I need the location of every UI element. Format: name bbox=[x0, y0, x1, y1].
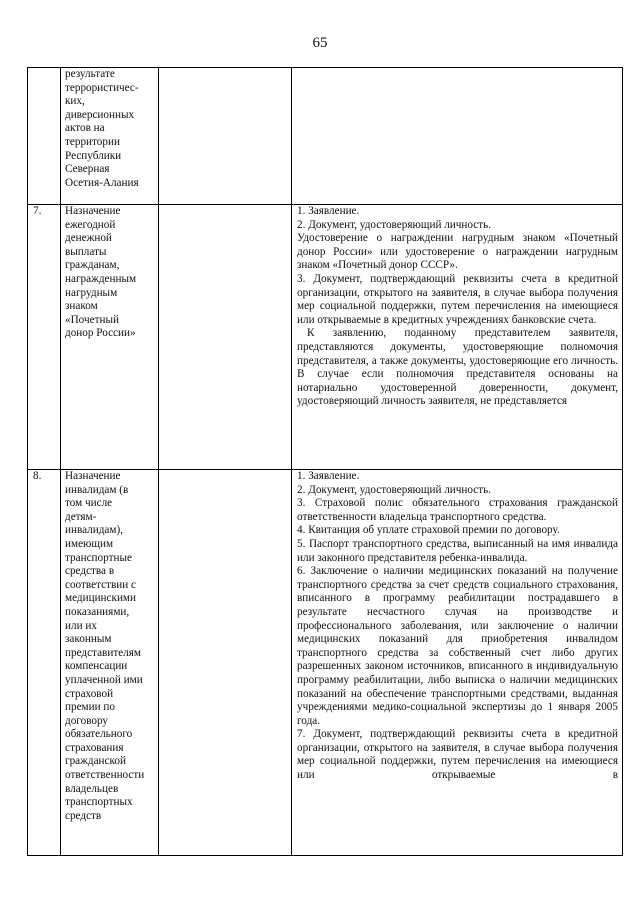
documents-cell bbox=[292, 68, 623, 205]
document-item: 4. Квитанция об уплате страховой премии по договору. bbox=[297, 524, 560, 537]
service-name-line: страхования bbox=[65, 741, 124, 754]
service-name-line: уплаченной ими bbox=[65, 673, 143, 686]
service-name-line: диверсионных bbox=[65, 108, 135, 121]
service-name-line: имеющим bbox=[65, 537, 114, 550]
document-item: 7. Документ, подтверждающий реквизиты счета в кредитной организации, открытого на заявителя, в случае выбора получения мер социальной поддержки, путем перечисления на имеющиеся или открываемые в bbox=[297, 728, 618, 782]
table-row bbox=[28, 68, 623, 205]
service-name-line: инвалидам (в bbox=[65, 483, 129, 496]
document-item: 2. Документ, удостоверяющий личность. bbox=[297, 483, 492, 496]
service-name-line: том числе bbox=[65, 497, 113, 510]
service-name-line: представителям bbox=[65, 646, 141, 659]
document-item: 1. Заявление. bbox=[297, 470, 360, 482]
service-name-line: владельцев bbox=[65, 782, 119, 795]
service-name-line: договору bbox=[65, 714, 109, 727]
document-item: 2. Документ, удостоверяющий личность. bbox=[297, 218, 492, 231]
document-item: 1. Заявление. bbox=[297, 205, 360, 217]
service-name-line: Осетия-Алания bbox=[65, 176, 139, 189]
service-name-line: террористичес- bbox=[65, 81, 139, 94]
service-name-line: соответствии с bbox=[65, 578, 136, 591]
service-name-line: законным bbox=[65, 633, 112, 646]
page-number: 65 bbox=[312, 35, 328, 51]
service-name-line: Северная bbox=[65, 163, 110, 176]
service-name-cell bbox=[61, 470, 159, 856]
service-name-line: транспортных bbox=[65, 796, 133, 809]
table-row bbox=[28, 205, 623, 470]
service-name-line: нагрудным bbox=[65, 286, 118, 299]
service-name-line: донор России» bbox=[65, 327, 136, 340]
service-name-line: выплаты bbox=[65, 245, 107, 258]
service-name-line: показаниями, bbox=[65, 605, 130, 618]
service-name-line: премии по bbox=[65, 701, 115, 714]
service-name-line: Назначение bbox=[65, 470, 121, 482]
document-item: К заявлению, поданному представителем заявителя, представляются документы, удостоверяющие полномочия представителя, а также документы, удостоверяющие его личность. В случае если полномочия представителя основаны на нотариально удостоверенной доверенности, документ, удостоверяющий личность заявителя, не представляется bbox=[297, 327, 618, 408]
service-name-line: гражданской bbox=[65, 755, 126, 768]
service-name-line: обязательного bbox=[65, 728, 133, 741]
middle-cell bbox=[159, 205, 292, 470]
service-name-line: актов на bbox=[65, 122, 105, 135]
middle-cell bbox=[159, 470, 292, 856]
service-name-line: денежной bbox=[65, 232, 112, 245]
service-name-line: «Почетный bbox=[65, 313, 119, 326]
document-item: 5. Паспорт транспортного средства, выписанный на имя инвалида или законного представителя ребенка-инвалида. bbox=[297, 537, 618, 564]
documents-cell bbox=[292, 205, 623, 470]
service-name-cell bbox=[61, 205, 159, 470]
row-number-cell: 7. bbox=[28, 205, 61, 470]
service-name-line: ких, bbox=[65, 95, 85, 108]
service-name-line: транспортные bbox=[65, 551, 132, 564]
service-name-line: Республики bbox=[65, 149, 122, 162]
documents-cell bbox=[292, 470, 623, 856]
services-table bbox=[27, 67, 623, 856]
service-name-line: гражданам, bbox=[65, 259, 120, 272]
service-name-line: награжденным bbox=[65, 272, 137, 285]
service-name-line: территории bbox=[65, 135, 120, 148]
document-item: 3. Документ, подтверждающий реквизиты счета в кредитной организации, открытого на заявителя, в случае выбора получения мер социальной поддержки, путем перечисления на имеющиеся или открываемые в кредитных учреждениях банковские счета. bbox=[297, 272, 618, 326]
service-name-line: страховой bbox=[65, 687, 114, 700]
row-number-cell bbox=[28, 68, 61, 205]
service-name-cell bbox=[61, 68, 159, 205]
document-item: Удостоверение о награждении нагрудным знаком «Почетный донор России» или удостоверение о награждении нагрудным знаком «Почетный донор СССР». bbox=[297, 232, 618, 272]
row-number-cell: 8. bbox=[28, 470, 61, 856]
service-name-line: ответственности bbox=[65, 769, 145, 782]
service-name-line: инвалидам), bbox=[65, 524, 124, 537]
service-name-line: средства в bbox=[65, 565, 115, 578]
service-name-line: средств bbox=[65, 809, 102, 822]
service-name-line: медицинскими bbox=[65, 592, 136, 605]
service-name-line: детям- bbox=[65, 510, 97, 523]
service-name-line: компенсации bbox=[65, 660, 128, 673]
document-item: 6. Заключение о наличии медицинских показаний на получение транспортного средства за счет средств социального страхования, вписанного в программу реабилитации пострадавшего в результате несчастного случая на производстве и профессионального заболевания, или заключение о наличии медицинских показаний для приобретения инвалидом транспортного средства за собственный счет либо других разрешенных законом источников, вписанного в индивидуальную программу реабилитации, либо выписка о наличии медицинских показаний на обеспечение транспортными средствами, выданная учреждениями медико-социальной экспертизы до 1 января 2005 года. bbox=[297, 565, 618, 727]
middle-cell bbox=[159, 68, 292, 205]
service-name-line: результате bbox=[65, 68, 115, 80]
service-name-line: знаком bbox=[65, 300, 98, 313]
service-name-line: Назначение bbox=[65, 205, 121, 217]
service-name-line: или их bbox=[65, 619, 97, 632]
document-item: 3. Страховой полис обязательного страхования гражданской ответственности владельца транспортного средства. bbox=[297, 497, 618, 523]
table-row bbox=[28, 470, 623, 856]
service-name-line: ежегодной bbox=[65, 218, 116, 231]
